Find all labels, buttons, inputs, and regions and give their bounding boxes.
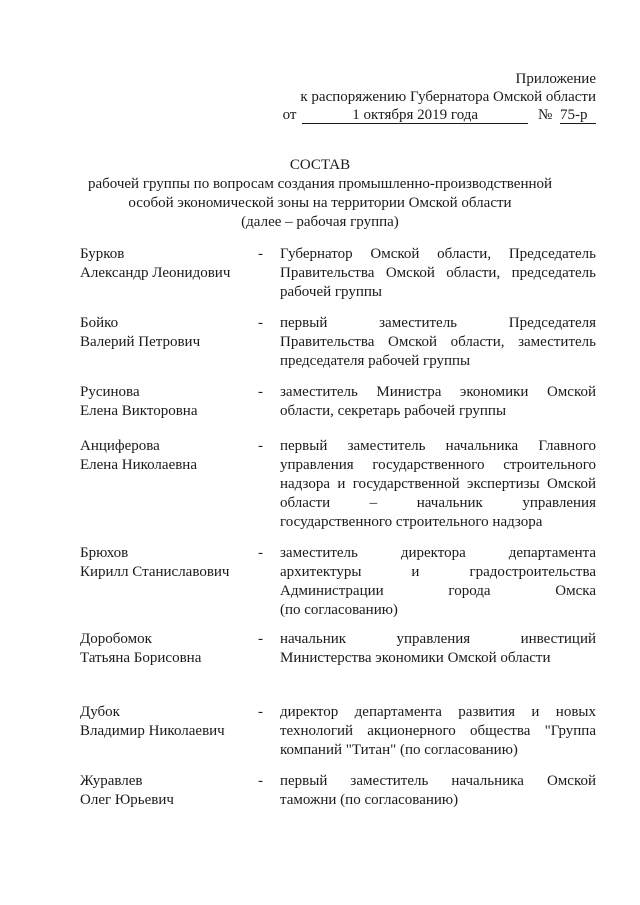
role-line: председателя рабочей группы — [280, 353, 471, 369]
member-surname: Доробомок — [80, 631, 152, 647]
member-name — [80, 630, 250, 668]
role-line: таможни (по согласованию) — [280, 792, 459, 808]
role-line: рабочей группы — [280, 284, 382, 300]
member-given-name: Валерий Петрович — [80, 334, 201, 350]
number-prefix: № — [537, 107, 553, 123]
member-given-name: Татьяна Борисовна — [80, 650, 202, 666]
member-dash: - — [258, 773, 263, 789]
role-line: Губернатор Омской области, Председатель — [280, 246, 596, 262]
document-title — [0, 156, 640, 232]
role-line: технологий акционерного общества "Группа — [280, 723, 596, 739]
role-line: Правительства Омской области, заместитель — [280, 334, 596, 350]
role-line: области – начальник управления — [280, 495, 596, 511]
role-line: первый заместитель начальника Омской — [280, 773, 596, 789]
number-value: 75-р — [560, 107, 596, 124]
member-name — [80, 772, 250, 810]
member-name — [80, 383, 250, 421]
appendix-label: Приложение — [515, 71, 596, 87]
member-name — [80, 437, 250, 475]
role-line: государственного строительного надзора — [280, 514, 543, 530]
member-given-name: Кирилл Станиславович — [80, 564, 230, 580]
role-line: надзора и государственной экспертизы Омской — [280, 476, 596, 492]
member-surname: Брюхов — [80, 545, 129, 561]
role-line: архитектуры и градостроительства — [280, 564, 596, 580]
member-role — [280, 245, 596, 302]
member-name — [80, 245, 250, 283]
member-surname: Анциферова — [80, 438, 160, 454]
role-line: Министерства экономики Омской области — [280, 650, 551, 666]
member-role — [280, 383, 596, 421]
role-line: начальник управления инвестиций — [280, 631, 596, 647]
role-line: первый заместитель Председателя — [280, 315, 596, 331]
role-line: первый заместитель начальника Главного — [280, 438, 596, 454]
member-role — [280, 772, 596, 810]
member-surname: Журавлев — [80, 773, 143, 789]
member-dash: - — [258, 438, 263, 454]
role-line: области, секретарь рабочей группы — [280, 403, 507, 419]
member-given-name: Владимир Николаевич — [80, 723, 225, 739]
member-surname: Дубок — [80, 704, 120, 720]
role-line: (по согласованию) — [280, 602, 398, 618]
member-dash: - — [258, 545, 263, 561]
member-dash: - — [258, 384, 263, 400]
date-prefix: от — [282, 107, 297, 123]
title-line-1: рабочей группы по вопросам создания промышленно-производственной — [87, 176, 553, 192]
role-line: заместитель директора департамента — [280, 545, 596, 561]
member-given-name: Александр Леонидович — [80, 265, 231, 281]
member-given-name: Елена Викторовна — [80, 403, 198, 419]
member-role — [280, 630, 596, 668]
appendix-reference: к распоряжению Губернатора Омской области — [300, 89, 596, 105]
member-dash: - — [258, 704, 263, 720]
role-line: компаний "Титан" (по согласованию) — [280, 742, 518, 758]
member-given-name: Елена Николаевна — [80, 457, 197, 473]
title-heading: СОСТАВ — [289, 157, 351, 173]
member-role — [280, 544, 596, 620]
role-line: директор департамента развития и новых — [280, 704, 596, 720]
member-surname: Русинова — [80, 384, 140, 400]
role-line: заместитель Министра экономики Омской — [280, 384, 596, 400]
role-line: управления государственного строительного — [280, 457, 596, 473]
member-name — [80, 544, 250, 582]
appendix-header — [283, 70, 596, 124]
date-value: 1 октября 2019 года — [302, 107, 528, 124]
appendix-date-line — [283, 106, 596, 124]
member-role — [280, 437, 596, 532]
member-name — [80, 703, 250, 741]
member-role — [280, 314, 596, 371]
member-given-name: Олег Юрьевич — [80, 792, 174, 808]
role-line: Правительства Омской области, председатель — [280, 265, 596, 281]
member-dash: - — [258, 246, 263, 262]
member-role — [280, 703, 596, 760]
member-surname: Бойко — [80, 315, 119, 331]
title-line-2: особой экономической зоны на территории Омской области — [128, 195, 512, 211]
title-line-3: (далее – рабочая группа) — [241, 214, 399, 230]
member-dash: - — [258, 631, 263, 647]
member-surname: Бурков — [80, 246, 125, 262]
member-name — [80, 314, 250, 352]
role-line: Администрации города Омска — [280, 583, 596, 599]
member-dash: - — [258, 315, 263, 331]
